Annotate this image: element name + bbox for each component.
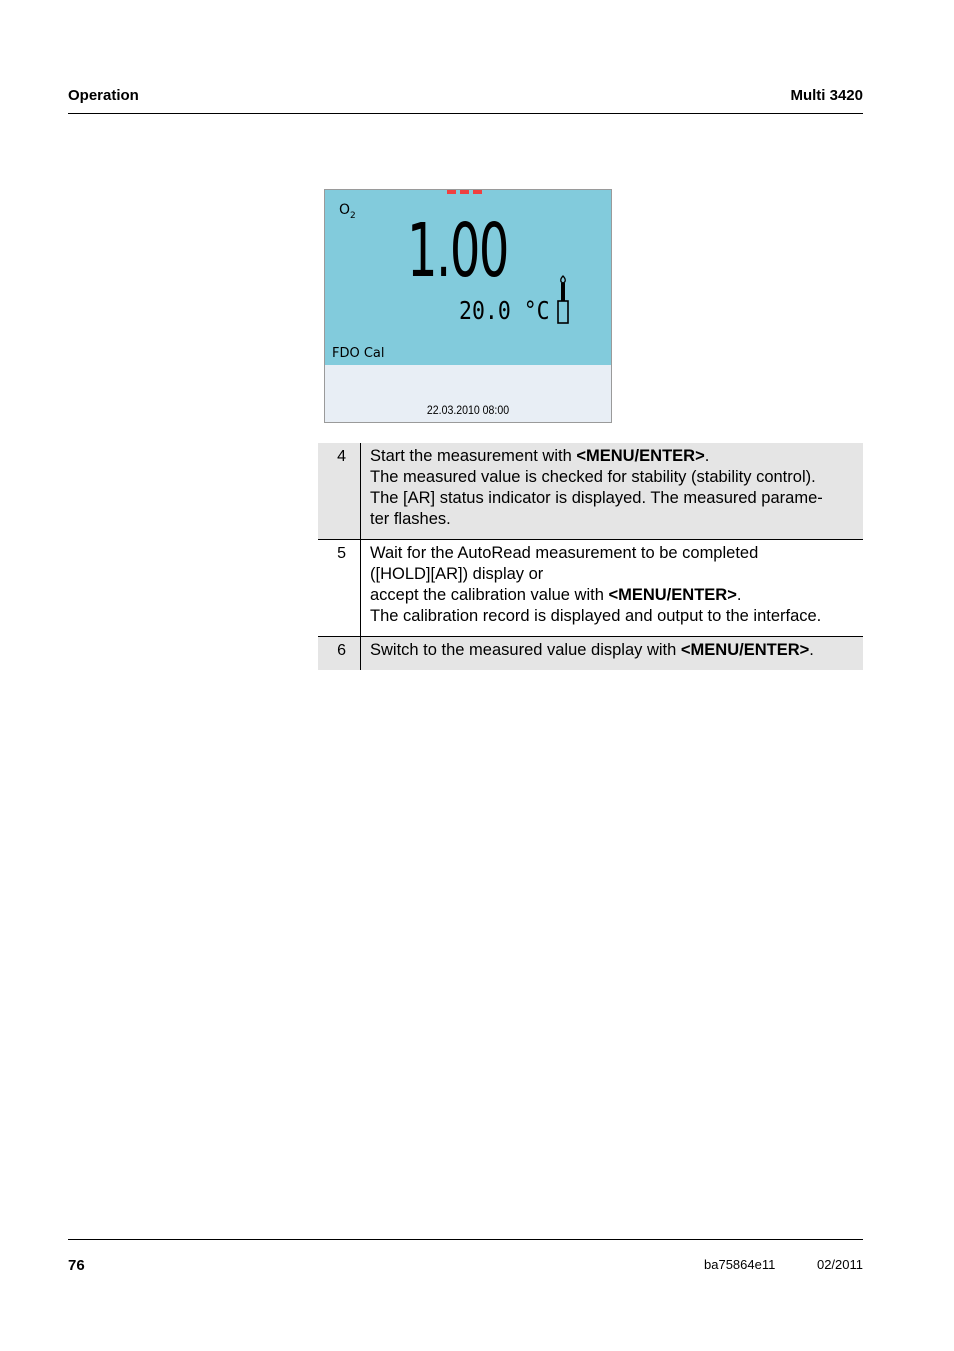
step-line [370,509,855,530]
step-number: 6 [318,637,361,670]
step-line [370,585,855,606]
mode-label: FDO Cal [332,346,385,361]
page-header-section: Operation [68,87,139,104]
lcd-area [325,190,611,365]
step-line-text: Start the measurement with [370,447,577,465]
step-row [318,540,863,637]
step-line-text: ([HOLD][AR]) display or [370,565,544,583]
document-id: ba75864e11 [704,1257,776,1272]
step-row [318,637,863,670]
step-line [370,467,855,488]
indicator-led [460,190,469,194]
step-line-text: The measured value is checked for stability (stability control). [370,468,816,486]
header-rule [68,113,863,114]
step-line [370,488,855,509]
parameter-label: $O_2$ [339,202,356,221]
measured-value: 1.00 [407,208,508,294]
step-line-text: ter flashes. [370,510,451,528]
key-name: <MENU/ENTER> [576,447,705,465]
step-line [370,446,855,467]
step-text [361,540,863,636]
page-number: 76 [68,1257,85,1274]
step-line-text: The [AR] status indicator is displayed. The measured parame- [370,489,823,507]
indicator-led [447,190,456,194]
key-name: <MENU/ENTER> [608,586,737,604]
step-line-text: . [736,586,742,604]
step-line-text: accept the calibration value with [370,586,609,604]
step-line [370,606,855,627]
steps-table [318,443,863,670]
step-line-text: . [809,641,814,659]
step-line-text: . [704,447,710,465]
step-line-text: The calibration record is displayed and output to the interface. [370,607,822,625]
step-line [370,640,855,661]
footer-rule [68,1239,863,1240]
step-row [318,443,863,540]
key-name: <MENU/ENTER> [680,641,810,659]
step-line [370,564,855,585]
device-display [324,189,612,423]
step-number: 4 [318,443,361,539]
step-line-text: Wait for the AutoRead measurement to be completed [370,544,759,562]
step-text [361,443,863,539]
document-date: 02/2011 [816,1257,863,1272]
sensor-icon [555,274,571,326]
step-number: 5 [318,540,361,636]
date-time: 22.03.2010 08:00 [426,403,510,417]
page-header-product: Multi 3420 [790,87,863,104]
step-text [361,637,863,670]
step-line [370,543,855,564]
temperature-value: 20.0 °C [459,296,550,325]
indicator-led [473,190,482,194]
step-line-text: Switch to the measured value display with [370,641,681,659]
